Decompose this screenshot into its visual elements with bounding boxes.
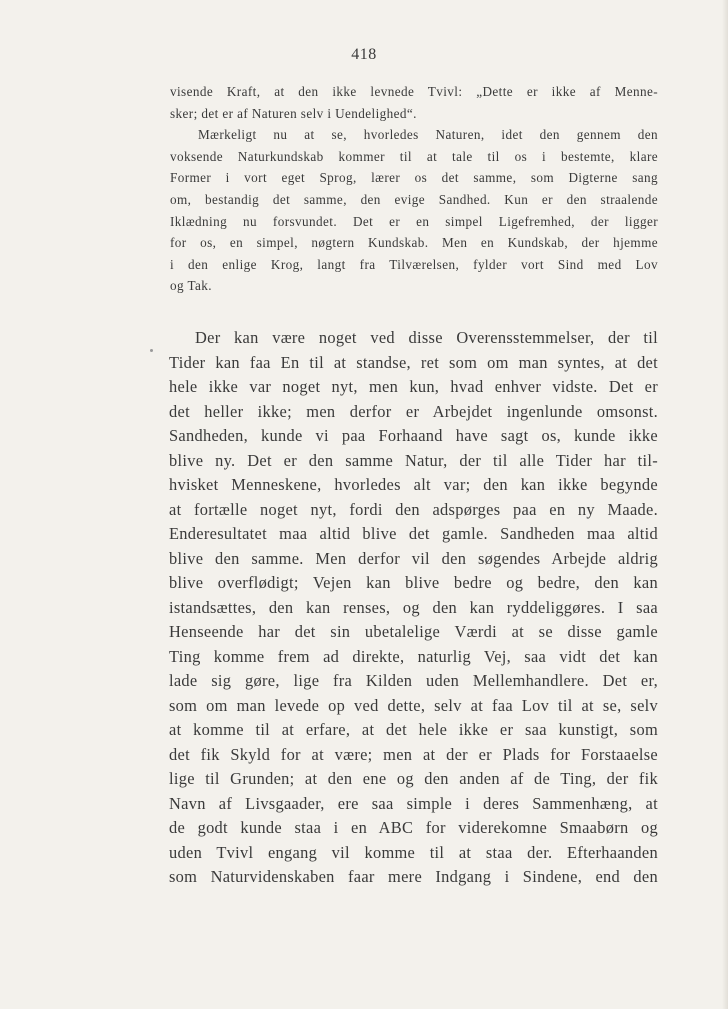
text-line: om, bestandig det samme, den evige Sandhed. Kun er den straalende (170, 191, 658, 207)
text-line: i den enlige Krog, langt fra Tilværelsen, fylder vort Sind med Lov (170, 256, 658, 272)
text-line: Iklædning nu forsvundet. Det er en simpel Ligefremhed, der ligger (170, 213, 658, 229)
text-line: Former i vort eget Sprog, lærer os det samme, som Digterne sang (170, 170, 658, 186)
text-line: visende Kraft, at den ikke levnede Tvivl: „Dette er ikke af Menne- (170, 84, 658, 99)
text-line: istandsættes, den kan renses, og den kan ryddeliggøres. I saa (169, 597, 658, 617)
text-line: Tider kan faa En til at standse, ret som om man syntes, at det (169, 352, 658, 372)
paragraph-continuation (170, 81, 658, 124)
text-line: uden Tvivl engang vil komme til at staa der. Efterhaanden (169, 842, 658, 862)
text-line: lade sig gøre, lige fra Kilden uden Mellemhandlere. Det er, (169, 671, 658, 690)
text-line: det fik Skyld for at være; men at der er Plads for Forstaaelse (169, 744, 658, 764)
page-edge-shadow (722, 0, 728, 1009)
text-line: blive den samme. Men derfor vil den søgendes Arbejde aldrig (169, 548, 658, 568)
main-paragraph (169, 326, 658, 890)
text-line: at fortælle noget nyt, fordi den adspørges paa en ny Maade. (169, 499, 658, 519)
text-line: som Naturvidenskaben faar mere Indgang i Sindene, end den (169, 867, 658, 886)
text-line: Der kan være noget ved disse Overensstemmelser, der til (195, 328, 658, 347)
text-line: hvisket Menneskene, hvorledes alt var; den kan ikke begynde (169, 475, 658, 494)
text-line: at komme til at erfare, at det hele ikke er saa kunstigt, som (169, 720, 658, 739)
paragraph-naturen (170, 124, 658, 297)
small-print-block (170, 81, 658, 297)
text-line: for os, en simpel, nøgtern Kundskab. Men en Kundskab, der hjemme (170, 235, 658, 251)
text-line: Henseende har det sin ubetalelige Værdi at se disse gamle (169, 622, 658, 641)
text-line: blive ny. Det er den samme Natur, der til alle Tider har til- (169, 450, 658, 470)
text-line: de godt kunde staa i en ABC for viderekomne Smaabørn og (169, 818, 658, 837)
text-line: Sandheden, kunde vi paa Forhaand have sagt os, kunde ikke (169, 426, 658, 445)
text-line: det heller ikke; men derfor er Arbejdet ingenlunde omsonst. (169, 401, 658, 421)
text-line: voksende Naturkundskab kommer til at tale til os i bestemte, klare (170, 148, 658, 164)
text-line: hele ikke var noget nyt, men kun, hvad enhver vidste. Det er (169, 377, 658, 396)
text-line: Ting komme frem ad direkte, naturlig Vej, saa vidt det kan (169, 646, 658, 666)
text-line: lige til Grunden; at den ene og den anden af de Ting, der fik (169, 769, 658, 788)
text-line: Mærkeligt nu at se, hvorledes Naturen, idet den gennem den (198, 127, 658, 143)
text-line: Enderesultatet maa altid blive det gamle. Sandheden maa altid (169, 524, 658, 543)
text-line: som om man levede op ved dette, selv at faa Lov til at se, selv (169, 695, 658, 715)
text-line: blive overflødigt; Vejen kan blive bedre og bedre, den kan (169, 573, 658, 592)
text-line: og Tak. (170, 278, 212, 294)
text-line: sker; det er af Naturen selv i Uendelighed“. (170, 105, 417, 121)
text-line: Navn af Livsgaader, ere saa simple i deres Sammenhæng, at (169, 793, 658, 813)
page-number: 418 (351, 46, 377, 63)
margin-dot (150, 349, 153, 352)
